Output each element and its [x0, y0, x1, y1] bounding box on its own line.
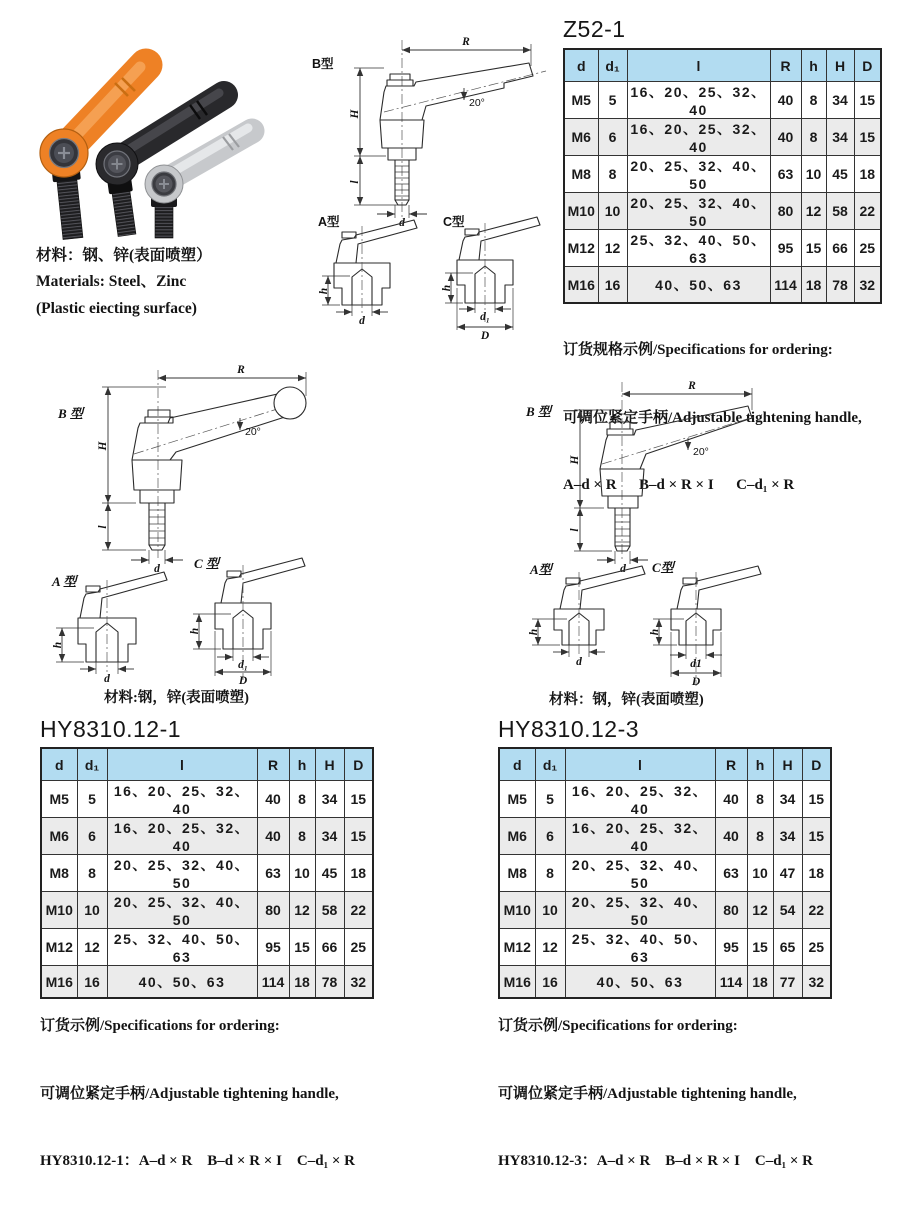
table-cell: 16、20、25、32、40 [565, 781, 715, 818]
table-cell: 15 [747, 929, 773, 966]
materials-line-cn: 材料：钢、锌(表面喷塑） [36, 247, 212, 264]
table-cell: 40 [715, 781, 747, 818]
table-cell: 95 [770, 230, 801, 267]
table-row [499, 781, 831, 818]
dim-R: R [688, 380, 696, 392]
c-type-view-mid-left [189, 556, 305, 687]
table-cell: 25、32、40、50、63 [627, 230, 770, 267]
angle-label: 20° [245, 426, 261, 438]
column-header: l [627, 49, 770, 82]
table-cell: 8 [747, 818, 773, 855]
table-cell: 10 [598, 193, 627, 230]
table-cell: M5 [41, 781, 77, 818]
technical-drawing-top [298, 26, 560, 341]
table-cell: 20、25、32、40、50 [107, 892, 257, 929]
table-cell: 78 [826, 267, 854, 304]
dim-d1: d1 [690, 658, 702, 670]
table-cell: M5 [564, 82, 598, 119]
type-b-label: B 型 [526, 404, 551, 419]
table-cell: 15 [854, 82, 881, 119]
dim-H: H [569, 455, 581, 465]
table-cell: 12 [598, 230, 627, 267]
dim-D: D [691, 676, 701, 688]
section-title-hy3: HY8310.12-3 [498, 716, 640, 742]
table-cell: 8 [747, 781, 773, 818]
ordering-note-hy3 [498, 970, 898, 1218]
table-cell: 58 [315, 892, 344, 929]
type-a-label: A 型 [52, 574, 77, 589]
table-cell: 8 [598, 156, 627, 193]
table-cell: 16、20、25、32、40 [565, 818, 715, 855]
table-cell: 54 [773, 892, 802, 929]
table-row [564, 82, 881, 119]
table-row [564, 119, 881, 156]
dim-l: l [349, 180, 361, 184]
table-cell: 18 [854, 156, 881, 193]
table-cell: M12 [41, 929, 77, 966]
table-cell: 80 [257, 892, 289, 929]
ordering-formula: A–d × R B–d × R × I C–d₁ × R [563, 477, 795, 493]
table-cell: 40、50、63 [107, 966, 257, 999]
column-header: R [770, 49, 801, 82]
table-cell: 25、32、40、50、63 [565, 929, 715, 966]
table-cell: 34 [315, 818, 344, 855]
materials-line-note: (Plastic eiecting surface) [36, 299, 197, 317]
table-cell: 63 [257, 855, 289, 892]
table-row [564, 193, 881, 230]
material-note-left: 材料:钢，锌(表面喷塑) [104, 690, 249, 706]
type-b-label: B 型 [58, 406, 83, 421]
table-cell: 15 [344, 818, 373, 855]
materials-line-en: Materials: Steel、Zinc [36, 273, 187, 291]
table-cell: 34 [773, 781, 802, 818]
type-b-label: B型 [312, 57, 334, 71]
column-header: d₁ [535, 748, 565, 781]
header-row [41, 748, 373, 781]
table-cell: 40 [770, 82, 801, 119]
table-cell: 20、25、32、40、50 [627, 156, 770, 193]
table-cell: 22 [802, 892, 831, 929]
table-row [499, 929, 831, 966]
dim-D: D [480, 330, 490, 342]
table-cell: M6 [41, 818, 77, 855]
ordering-note-hy1 [40, 970, 440, 1218]
table-cell: 15 [289, 929, 315, 966]
b-type-view-mid-right [525, 380, 760, 575]
table-cell: 47 [773, 855, 802, 892]
type-a-label: A型 [530, 562, 552, 577]
table-cell: 10 [77, 892, 107, 929]
material-note-right: 材料：钢，锌(表面喷塑) [549, 692, 704, 708]
table-cell: M8 [41, 855, 77, 892]
header-row [564, 49, 881, 82]
table-cell: 20、25、32、40、50 [565, 892, 715, 929]
ordering-line: 订货规格示例/Specifications for ordering: [563, 342, 833, 358]
table-cell: 18 [747, 966, 773, 999]
spec-table-hy1 [40, 747, 374, 999]
table-cell: 114 [715, 966, 747, 999]
table-row [499, 818, 831, 855]
table-cell: M8 [499, 855, 535, 892]
column-header: h [747, 748, 773, 781]
type-c-label: C 型 [194, 556, 219, 571]
table-cell: 10 [535, 892, 565, 929]
table-cell: 16、20、25、32、40 [627, 82, 770, 119]
table-cell: 34 [773, 818, 802, 855]
table-cell: M6 [499, 818, 535, 855]
table-cell: 58 [826, 193, 854, 230]
table-cell: 22 [854, 193, 881, 230]
table-cell: 16、20、25、32、40 [107, 818, 257, 855]
b-type-view-top [312, 36, 546, 229]
table-cell: 8 [289, 818, 315, 855]
header-row [499, 748, 831, 781]
dim-l: l [569, 528, 581, 532]
table-cell: 10 [801, 156, 826, 193]
technical-drawing-mid-left [36, 360, 346, 690]
table-cell: 40、50、63 [565, 966, 715, 999]
table-cell: 20、25、32、40、50 [627, 193, 770, 230]
table-cell: M10 [564, 193, 598, 230]
type-c-label: C型 [443, 215, 465, 229]
table-row [41, 855, 373, 892]
dim-h: h [528, 628, 540, 636]
table-cell: 40 [770, 119, 801, 156]
table-cell: 25 [802, 929, 831, 966]
table-cell: 12 [535, 929, 565, 966]
table-cell: 18 [802, 855, 831, 892]
table-row [564, 156, 881, 193]
table-cell: 95 [715, 929, 747, 966]
table-cell: M5 [499, 781, 535, 818]
product-photo [18, 53, 270, 249]
table-cell: 25、32、40、50、63 [107, 929, 257, 966]
angle-label: 20° [469, 97, 485, 109]
table-cell: 8 [535, 855, 565, 892]
column-header: d [564, 49, 598, 82]
column-header: h [801, 49, 826, 82]
a-type-view-top [318, 214, 417, 327]
table-cell: 77 [773, 966, 802, 999]
table-cell: 66 [826, 230, 854, 267]
table-cell: 114 [770, 267, 801, 304]
table-cell: 15 [802, 781, 831, 818]
table-cell: M8 [564, 156, 598, 193]
table-cell: 32 [344, 966, 373, 999]
table-cell: 8 [801, 82, 826, 119]
dim-d1: d₁ [480, 311, 490, 323]
table-cell: 15 [344, 781, 373, 818]
column-header: h [289, 748, 315, 781]
table-cell: 16 [598, 267, 627, 304]
table-row [499, 892, 831, 929]
dim-h: h [52, 641, 64, 649]
table-cell: 34 [315, 781, 344, 818]
c-type-view-mid-right [649, 560, 761, 688]
spec-table-z52 [563, 48, 882, 304]
column-header: H [315, 748, 344, 781]
table-cell: 32 [802, 966, 831, 999]
table-cell: M10 [499, 892, 535, 929]
column-header: R [257, 748, 289, 781]
column-header: l [565, 748, 715, 781]
column-header: D [854, 49, 881, 82]
table-row [41, 781, 373, 818]
ordering-formula: HY8310.12-1：A–d × R B–d × R × I C–d₁ × R [40, 1153, 355, 1169]
column-header: D [802, 748, 831, 781]
table-cell: 34 [826, 82, 854, 119]
dim-H: H [97, 441, 109, 451]
ordering-formula: HY8310.12-3：A–d × R B–d × R × I C–d₁ × R [498, 1153, 813, 1169]
column-header: R [715, 748, 747, 781]
table-cell: 40 [715, 818, 747, 855]
dim-d: d [399, 217, 405, 229]
type-c-label: C型 [652, 560, 674, 575]
table-cell: 15 [854, 119, 881, 156]
table-cell: 8 [77, 855, 107, 892]
table-cell: 16、20、25、32、40 [107, 781, 257, 818]
angle-label: 20° [693, 446, 709, 458]
table-cell: 16 [77, 966, 107, 999]
dim-H: H [349, 109, 361, 119]
dim-R: R [462, 36, 470, 48]
table-cell: 66 [315, 929, 344, 966]
table-cell: 63 [715, 855, 747, 892]
ordering-line: 订货示例/Specifications for ordering: [498, 1018, 738, 1034]
table-row [41, 892, 373, 929]
table-cell: 5 [535, 781, 565, 818]
table-row [499, 855, 831, 892]
table-cell: 6 [598, 119, 627, 156]
table-cell: 45 [826, 156, 854, 193]
table-cell: 25 [344, 929, 373, 966]
table-cell: 45 [315, 855, 344, 892]
spec-table-hy3 [498, 747, 832, 999]
section-title-hy1: HY8310.12-1 [40, 716, 182, 742]
table-cell: 95 [257, 929, 289, 966]
table-cell: 5 [77, 781, 107, 818]
table-cell: M16 [499, 966, 535, 999]
table-cell: M16 [564, 267, 598, 304]
b-type-view-mid-left [57, 364, 306, 575]
column-header: H [826, 49, 854, 82]
table-cell: 10 [747, 855, 773, 892]
ordering-line: 可调位紧定手柄/Adjustable tightening handle, [498, 1085, 797, 1102]
section-title-z52: Z52-1 [563, 16, 626, 42]
table-cell: 32 [854, 267, 881, 304]
table-cell: M16 [41, 966, 77, 999]
table-row [564, 230, 881, 267]
a-type-view-mid-left [51, 572, 167, 685]
table-row [41, 929, 373, 966]
table-cell: 20、25、32、40、50 [107, 855, 257, 892]
dim-d: d [359, 315, 365, 327]
clamping-levers-photo [18, 53, 270, 249]
table-cell: 16 [535, 966, 565, 999]
table-cell: 6 [77, 818, 107, 855]
table-cell: M10 [41, 892, 77, 929]
table-cell: 40、50、63 [627, 267, 770, 304]
dim-h: h [649, 628, 661, 636]
table-cell: 34 [826, 119, 854, 156]
table-cell: 18 [344, 855, 373, 892]
c-type-view-top [441, 214, 540, 342]
dim-l: l [97, 525, 109, 529]
table-cell: 114 [257, 966, 289, 999]
table-cell: 12 [801, 193, 826, 230]
materials-caption [36, 243, 286, 322]
table-cell: 15 [801, 230, 826, 267]
table-cell: 78 [315, 966, 344, 999]
ordering-line: 订货示例/Specifications for ordering: [40, 1018, 280, 1034]
table-cell: 22 [344, 892, 373, 929]
table-cell: 40 [257, 781, 289, 818]
ordering-line: 可调位紧定手柄/Adjustable tightening handle, [563, 409, 862, 426]
column-header: d₁ [77, 748, 107, 781]
dim-d: d [576, 656, 582, 668]
dim-d1: d₁ [238, 659, 248, 671]
table-cell: 5 [598, 82, 627, 119]
dim-h: h [189, 627, 201, 635]
table-cell: M12 [564, 230, 598, 267]
table-cell: 80 [770, 193, 801, 230]
column-header: l [107, 748, 257, 781]
table-cell: 20、25、32、40、50 [565, 855, 715, 892]
table-cell: 40 [257, 818, 289, 855]
dim-d: d [154, 563, 160, 575]
column-header: d [41, 748, 77, 781]
dim-d: d [620, 563, 626, 575]
column-header: d [499, 748, 535, 781]
table-cell: 63 [770, 156, 801, 193]
table-cell: 12 [747, 892, 773, 929]
table-cell: 25 [854, 230, 881, 267]
table-cell: 8 [289, 781, 315, 818]
table-cell: 18 [801, 267, 826, 304]
table-cell: M6 [564, 119, 598, 156]
table-cell: 16、20、25、32、40 [627, 119, 770, 156]
table-cell: 15 [802, 818, 831, 855]
table-cell: 8 [801, 119, 826, 156]
table-cell: 65 [773, 929, 802, 966]
table-cell: 80 [715, 892, 747, 929]
column-header: D [344, 748, 373, 781]
dim-D: D [238, 675, 248, 687]
table-row [41, 818, 373, 855]
column-header: d₁ [598, 49, 627, 82]
table-cell: 12 [289, 892, 315, 929]
a-type-view-mid-right [528, 562, 645, 668]
table-cell: M12 [499, 929, 535, 966]
table-cell: 12 [77, 929, 107, 966]
table-cell: 10 [289, 855, 315, 892]
column-header: H [773, 748, 802, 781]
dim-R: R [237, 364, 245, 376]
dim-h: h [318, 287, 330, 295]
table-cell: 18 [289, 966, 315, 999]
technical-drawing-mid-right [496, 374, 796, 694]
ordering-line: 可调位紧定手柄/Adjustable tightening handle, [40, 1085, 339, 1102]
dim-d: d [104, 673, 110, 685]
type-a-label: A型 [318, 215, 340, 229]
dim-h: h [441, 284, 453, 292]
table-cell: 6 [535, 818, 565, 855]
